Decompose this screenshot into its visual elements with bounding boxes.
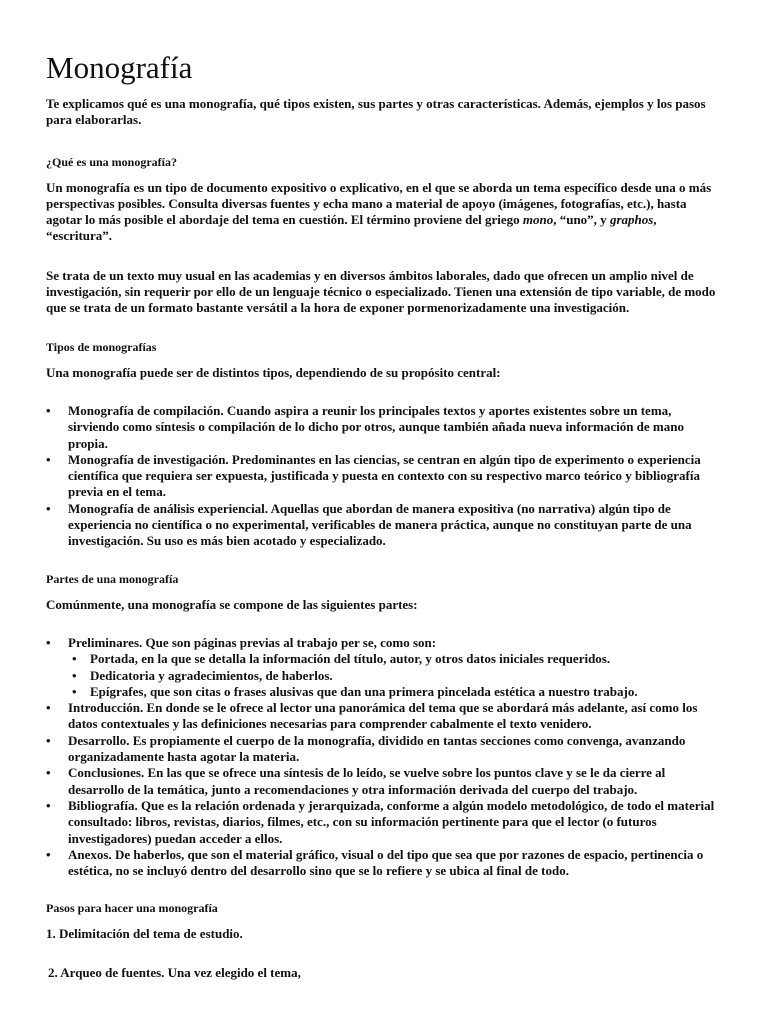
list-item: • Portada, en la que se detalla la información del título, autor, y otros datos iniciales requeridos. (68, 651, 724, 667)
list-item: • Introducción. En donde se le ofrece al lector una panorámica del tema que se abordará más adelante, así como los datos contextuales y las definiciones necesarias para comprender cabalmente el texto venidero. (46, 700, 724, 733)
heading-que-es: ¿Qué es una monografía? (46, 154, 178, 169)
list-item: • Dedicatoria y agradecimientos, de haberlos. (68, 668, 724, 684)
heading-pasos: Pasos para hacer una monografía (46, 901, 218, 916)
partes-list (46, 635, 724, 879)
list-item: • Bibliografía. Que es la relación ordenada y jerarquizada, conforme a algún modelo metodológico, de todo el material consultado: libros, revistas, diarios, filmes, etc., con su información pertinente para que el lector (o futuros investigadores) puedan acceder a ellos. (46, 798, 724, 847)
tipos-list (46, 403, 724, 550)
paragraph-uso: Se trata de un texto muy usual en las academias y en diversos ámbitos laborales, dado que ofrecen un amplio nivel de investigación, sin requerir por ello de un lenguaje técnico o especializado. Tienen una extensión de tipo variable, de modo que se trata de un formato bastante versátil a la hora de exponer pormenorizadamente una investigación. (46, 267, 716, 316)
list-item: • Monografía de análisis experiencial. Aquellas que abordan de manera expositiva (no narrativa) algún tipo de experiencia no científica o no experimental, verificables de manera práctica, aunque no constituyan parte de una investigación. Su uso es más bien acotado y especializado. (46, 501, 724, 550)
step-2: 2. Arqueo de fuentes. Una vez elegido el tema, (48, 964, 301, 980)
term-mono: mono (522, 212, 554, 228)
page-title: Monografía (46, 50, 193, 85)
heading-tipos: Tipos de monografías (46, 339, 157, 354)
preliminares-sublist (68, 651, 724, 700)
heading-partes: Partes de una monografía (46, 571, 179, 586)
list-item: • Preliminares. Que son páginas previas al trabajo per se, como son: • Portada, en la que se detalla la información del título, autor, y otros datos iniciales requeridos. • Dedicatoria y agradecimientos, de haberlos. • Epígrafes, que son citas o frases alusivas que dan una primera pincelada estética a nuestro trabajo. (46, 635, 724, 700)
list-item: • Monografía de investigación. Predominantes en las ciencias, se centran en algún tipo de experimento o experiencia científica que requiera ser expuesta, justificada y puesta en contexto con su respectivo marco teórico y bibliografía previa en el tema. (46, 452, 724, 501)
paragraph-definicion: Un monografía es un tipo de documento expositivo o explicativo, en el que se aborda un tema específico desde una o más perspectivas posibles. Consulta diversas fuentes y echa mano a material de apoyo (imágenes, fotografías, etc.), hasta agotar lo más posible el abordaje del tema en cuestión. El término proviene del griego mono, “uno”, y graphos, “escritura”. (46, 179, 712, 244)
term-graphos: graphos (609, 212, 654, 228)
list-item: • Anexos. De haberlos, que son el material gráfico, visual o del tipo que sea que por razones de espacio, pertinencia o estética, no se incluyó dentro del desarrollo sino que se lo refiere y se ubica al final de todo. (46, 847, 724, 880)
intro-paragraph: Te explicamos qué es una monografía, qué tipos existen, sus partes y otras características. Además, ejemplos y los pasos para elaborarlas. (46, 96, 706, 128)
list-item: • Desarrollo. Es propiamente el cuerpo de la monografía, dividido en tantas secciones como convenga, avanzando organizadamente hasta agotar la materia. (46, 733, 724, 766)
partes-lead: Comúnmente, una monografía se compone de las siguientes partes: (46, 596, 418, 612)
tipos-lead: Una monografía puede ser de distintos tipos, dependiendo de su propósito central: (46, 364, 501, 380)
list-item: • Conclusiones. En las que se ofrece una síntesis de lo leído, se vuelve sobre los puntos clave y se le da cierre al desarrollo de la temática, junto a recomendaciones y otra información derivada del cuerpo del trabajo. (46, 765, 724, 798)
step-1: 1. Delimitación del tema de estudio. (46, 926, 243, 942)
list-item: • Epígrafes, que son citas o frases alusivas que dan una primera pincelada estética a nuestro trabajo. (68, 684, 724, 700)
list-item: • Monografía de compilación. Cuando aspira a reunir los principales textos y aportes existentes sobre un tema, sirviendo como síntesis o compilación de lo dicho por otros, aunque también añada nueva información de mano propia. (46, 403, 724, 452)
